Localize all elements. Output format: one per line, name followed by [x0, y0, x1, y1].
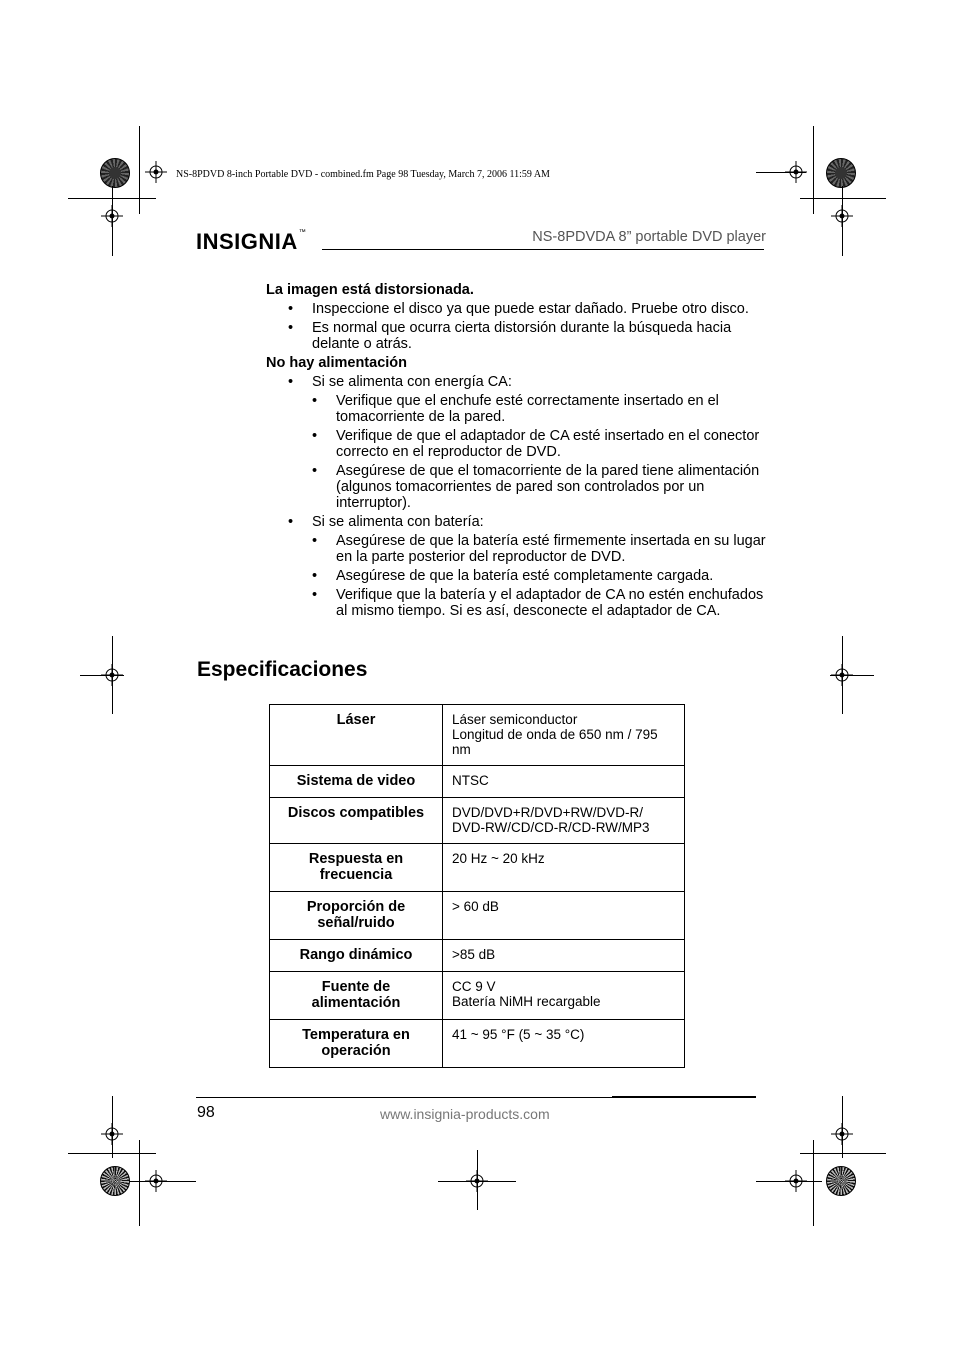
sub-list-item: • Asegúrese de que el tomacorriente de la pared tiene alimentación (algunos tomacorrientes de pared son controlados por un interruptor).	[266, 463, 766, 511]
spec-value: >85 dB	[443, 940, 685, 972]
registration-target-icon	[145, 161, 167, 183]
list-item: • Es normal que ocurra cierta distorsión durante la búsqueda hacia delante o atrás.	[266, 320, 766, 352]
sub-list-item: • Asegúrese de que la batería esté firmemente insertada en su lugar en la parte posterior del reproductor de DVD.	[266, 533, 766, 565]
spec-label: Discos compatibles	[270, 798, 443, 844]
spec-value: Láser semiconductor Longitud de onda de 650 nm / 795 nm	[443, 705, 685, 766]
sub-list-item: • Verifique que la batería y el adaptador de CA no estén enchufados al mismo tiempo. Si es así, desconecte el adaptador de CA.	[266, 587, 766, 619]
logo-trademark: ™	[298, 229, 307, 236]
spec-label: Temperatura en operación	[270, 1020, 443, 1068]
footer-rule-accent	[612, 1096, 756, 1098]
spec-label: Respuesta en frecuencia	[270, 844, 443, 892]
spec-label: Proporción de señal/ruido	[270, 892, 443, 940]
spec-value: CC 9 V Batería NiMH recargable	[443, 972, 685, 1020]
table-row	[270, 1020, 685, 1068]
header-title: NS-8PDVDA 8” portable DVD player	[532, 229, 766, 245]
section-title: Especificaciones	[197, 658, 368, 681]
spec-value: 20 Hz ~ 20 kHz	[443, 844, 685, 892]
list-item: • Si se alimenta con energía CA:	[266, 374, 766, 390]
sub-list-item: • Asegúrese de que la batería esté completamente cargada.	[266, 568, 766, 584]
table-row	[270, 892, 685, 940]
no-power-heading: No hay alimentación	[266, 355, 408, 371]
table-row	[270, 798, 685, 844]
registration-dial-icon	[826, 1166, 856, 1196]
table-row	[270, 972, 685, 1020]
specifications-table	[269, 704, 685, 1068]
registration-dial-icon	[100, 158, 130, 188]
sub-list-item: • Verifique de que el adaptador de CA esté insertado en el conector correcto en el reproductor de DVD.	[266, 428, 766, 460]
spec-label: Fuente de alimentación	[270, 972, 443, 1020]
distorted-heading: La imagen está distorsionada.	[266, 282, 474, 298]
table-row	[270, 940, 685, 972]
page-number: 98	[197, 1104, 215, 1121]
registration-dial-icon	[826, 158, 856, 188]
registration-dial-icon	[100, 1166, 130, 1196]
list-item: • Inspeccione el disco ya que puede estar dañado. Pruebe otro disco.	[266, 301, 766, 317]
troubleshooting-section	[266, 282, 766, 619]
spec-label: Rango dinámico	[270, 940, 443, 972]
spec-value: DVD/DVD+R/DVD+RW/DVD-R/ DVD-RW/CD/CD-R/CD-RW/MP3	[443, 798, 685, 844]
spec-value: > 60 dB	[443, 892, 685, 940]
spec-value: 41 ~ 95 °F (5 ~ 35 °C)	[443, 1020, 685, 1068]
table-row	[270, 766, 685, 798]
logo-text: INSIGNIA	[196, 229, 298, 254]
list-item: • Si se alimenta con batería:	[266, 514, 766, 530]
print-info: NS-8PDVD 8-inch Portable DVD - combined.fm Page 98 Tuesday, March 7, 2006 11:59 AM	[176, 169, 550, 180]
table-row	[270, 705, 685, 766]
footer-rule	[196, 1097, 612, 1098]
spec-value: NTSC	[443, 766, 685, 798]
header-rule	[322, 249, 764, 250]
sub-list-item: • Verifique que el enchufe esté correctamente insertado en el tomacorriente de la pared.	[266, 393, 766, 425]
spec-label: Sistema de video	[270, 766, 443, 798]
footer-url: www.insignia-products.com	[380, 1106, 550, 1122]
insignia-logo	[196, 229, 306, 255]
spec-label: Láser	[270, 705, 443, 766]
table-row	[270, 844, 685, 892]
